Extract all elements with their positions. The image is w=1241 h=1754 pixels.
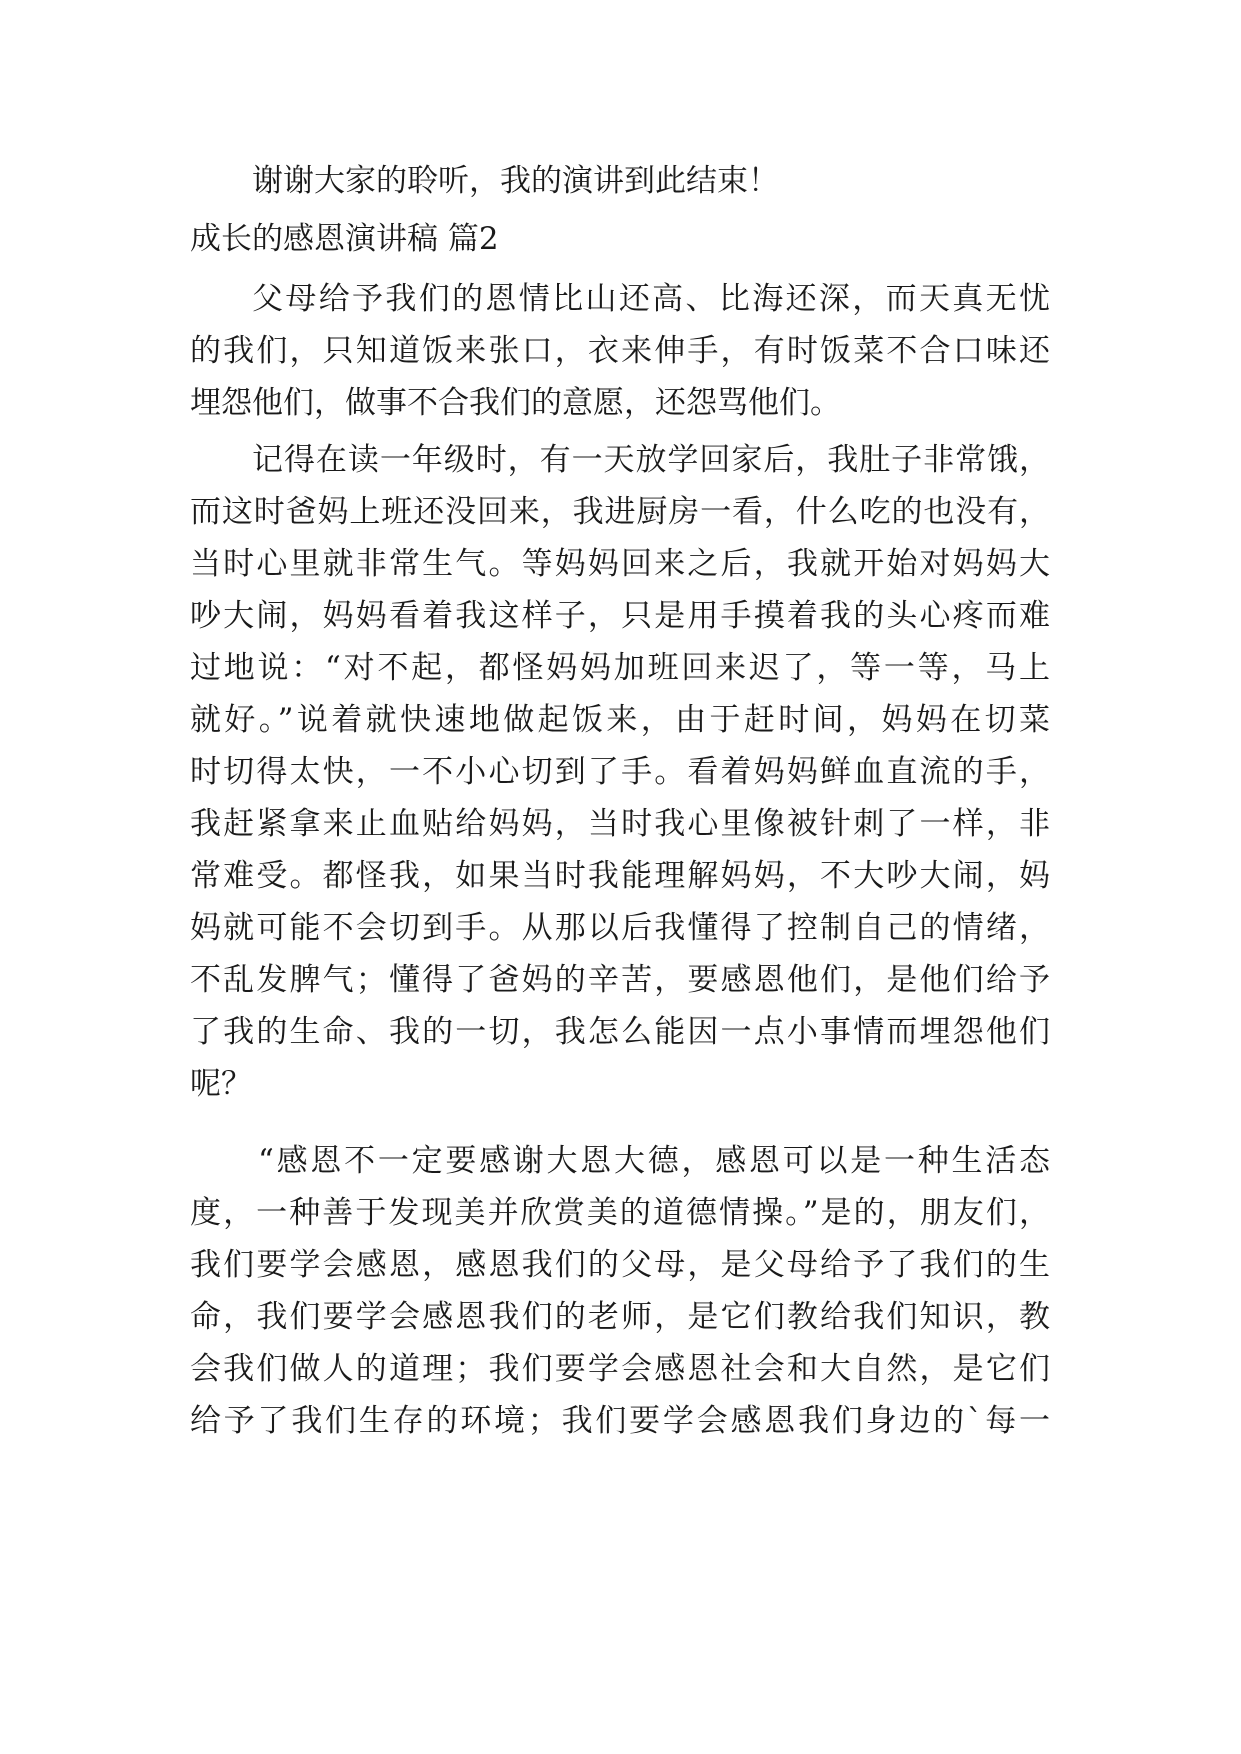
paragraph-2-line-8: 我赶紧拿来止血贴给妈妈，当时我心里像被针刺了一样，非	[190, 806, 1050, 842]
paragraph-1-line-2: 的我们，只知道饭来张口，衣来伸手，有时饭菜不合口味还	[190, 333, 1050, 369]
paragraph-2-line-9: 常难受。都怪我，如果当时我能理解妈妈，不大吵大闹，妈	[190, 858, 1050, 894]
paragraph-2-line-13: 呢？	[190, 1066, 252, 1102]
paragraph-3-line-2: 度，一种善于发现美并欣赏美的道德情操。”是的，朋友们，	[190, 1195, 1050, 1231]
paragraph-2-line-4: 吵大闹，妈妈看着我这样子，只是用手摸着我的头心疼而难	[190, 598, 1050, 634]
paragraph-1-line-1: 父母给予我们的恩情比山还高、比海还深，而天真无忧	[252, 281, 1050, 317]
paragraph-3-line-3: 我们要学会感恩，感恩我们的父母，是父母给予了我们的生	[190, 1247, 1050, 1283]
paragraph-3-line-5: 会我们做人的道理；我们要学会感恩社会和大自然，是它们	[190, 1351, 1050, 1387]
paragraph-2-line-10: 妈就可能不会切到手。从那以后我懂得了控制自己的情绪，	[190, 910, 1050, 946]
paragraph-2-line-5: 过地说：“对不起，都怪妈妈加班回来迟了，等一等，马上	[190, 650, 1050, 686]
paragraph-3-line-1: “感恩不一定要感谢大恩大德，感恩可以是一种生活态	[258, 1143, 1050, 1179]
paragraph-2-line-12: 了我的生命、我的一切，我怎么能因一点小事情而埋怨他们	[190, 1014, 1050, 1050]
paragraph-3-line-6: 给予了我们生存的环境；我们要学会感恩我们身边的`每一	[190, 1403, 1050, 1439]
section-heading: 成长的感恩演讲稿 篇2	[190, 221, 499, 257]
paragraph-1-line-3: 埋怨他们，做事不合我们的意愿，还怨骂他们。	[190, 385, 841, 421]
paragraph-2-line-3: 当时心里就非常生气。等妈妈回来之后，我就开始对妈妈大	[190, 546, 1050, 582]
paragraph-2-line-6: 就好。”说着就快速地做起饭来，由于赶时间，妈妈在切菜	[190, 702, 1050, 738]
paragraph-2-line-2: 而这时爸妈上班还没回来，我进厨房一看，什么吃的也没有，	[190, 494, 1050, 530]
paragraph-2-line-7: 时切得太快，一不小心切到了手。看着妈妈鲜血直流的手，	[190, 754, 1050, 790]
closing-line: 谢谢大家的聆听，我的演讲到此结束！	[252, 163, 779, 199]
paragraph-3-line-4: 命，我们要学会感恩我们的老师，是它们教给我们知识，教	[190, 1299, 1050, 1335]
paragraph-2-line-11: 不乱发脾气；懂得了爸妈的辛苦，要感恩他们，是他们给予	[190, 962, 1050, 998]
paragraph-2-line-1: 记得在读一年级时，有一天放学回家后，我肚子非常饿，	[252, 442, 1050, 478]
